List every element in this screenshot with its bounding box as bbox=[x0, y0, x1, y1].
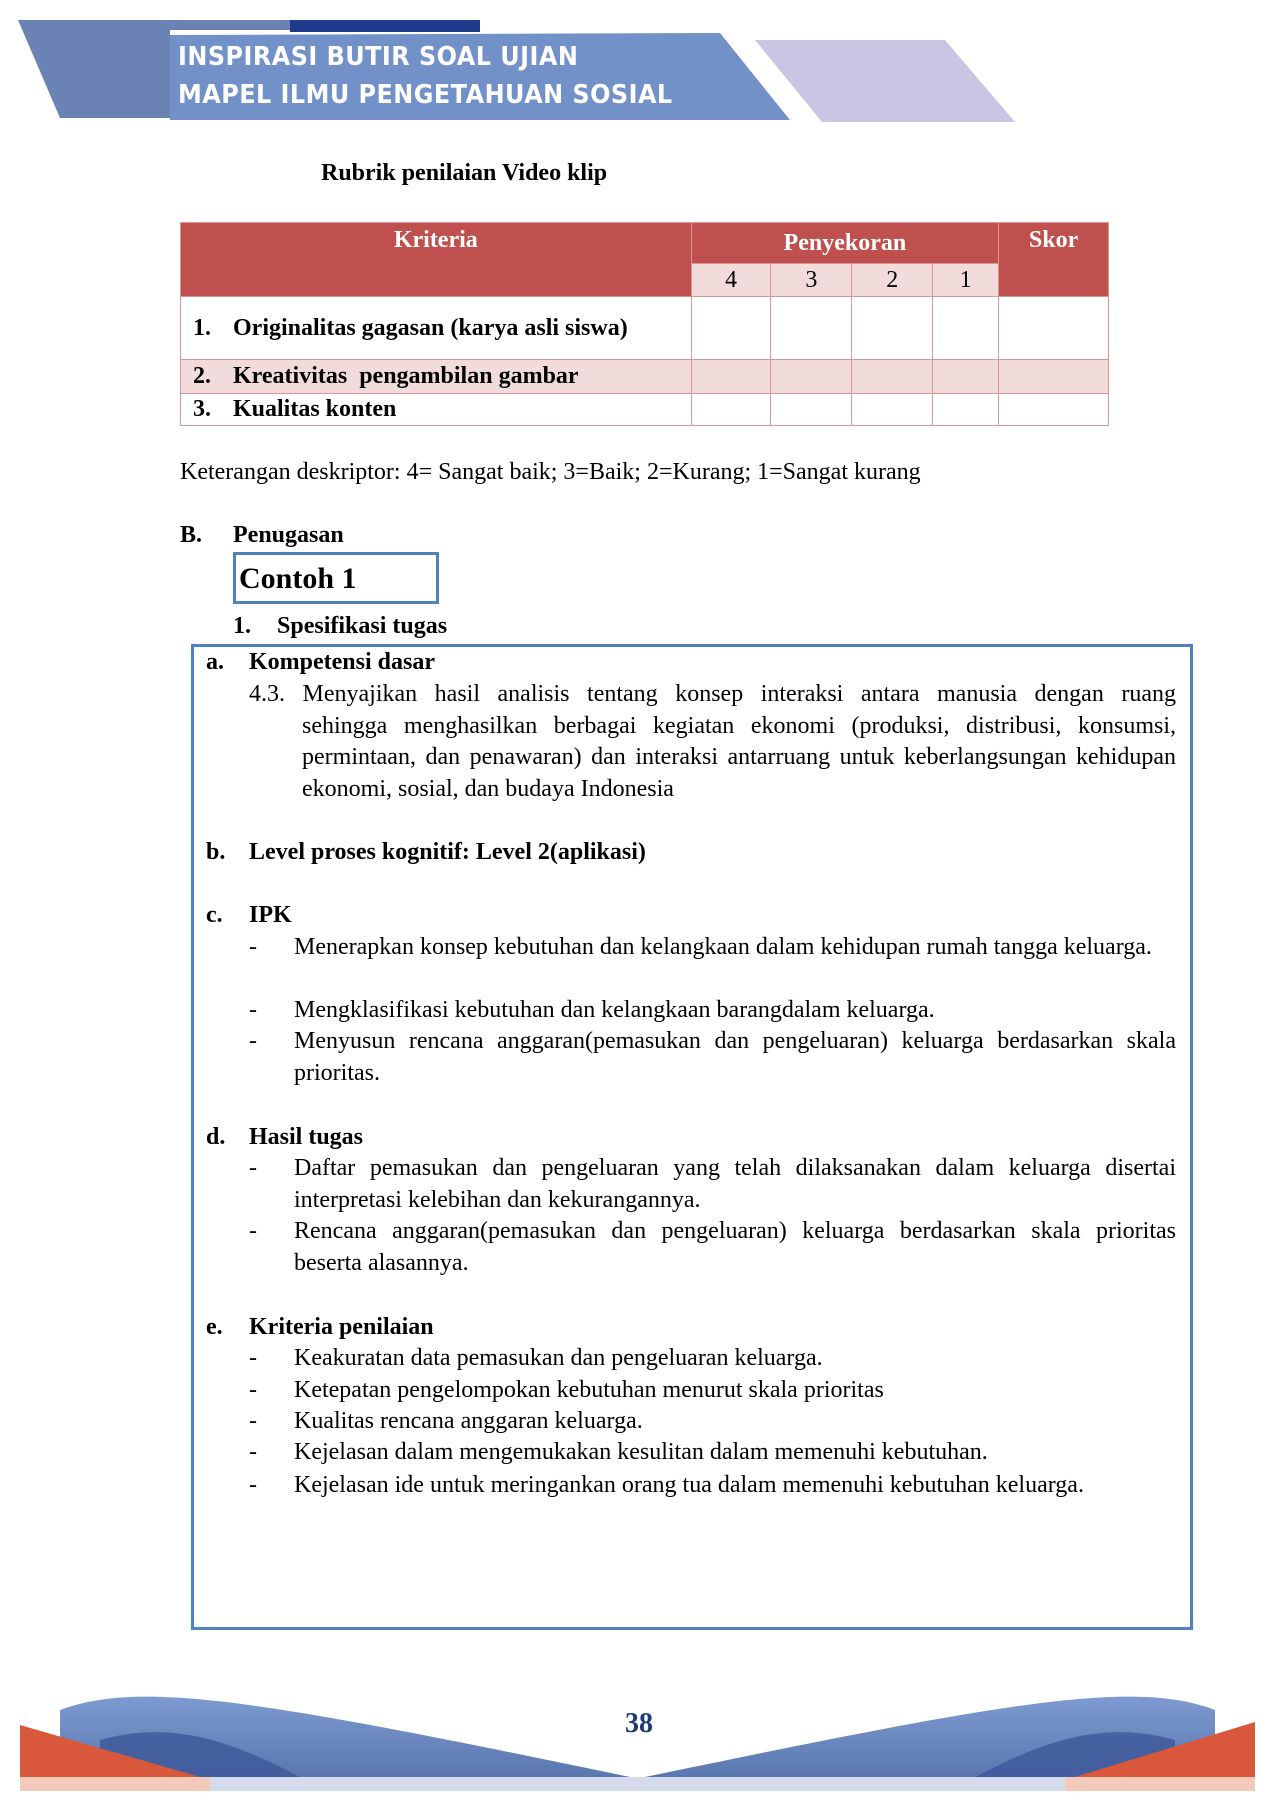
row-number: 1. bbox=[193, 315, 211, 341]
dash-bullet: - bbox=[249, 1218, 257, 1244]
kd-first-line: 4.3. Menyajikan hasil analisis tentang konsep interaksi antara manusia dengan ruang bbox=[249, 681, 1176, 707]
list-item bbox=[249, 1375, 1176, 1407]
section-title: Penugasan bbox=[233, 522, 344, 548]
kd-continuation: sehingga menghasilkan berbagai kegiatan ekonomi (produksi, distribusi, konsumsi, permintaan, dan penawaran) dan interaksi antarruang untuk keberlangsungan kehidupan ekonomi, sosial, dan budaya Indonesia bbox=[302, 712, 1176, 802]
dash-bullet: - bbox=[249, 997, 257, 1023]
list-item bbox=[249, 932, 1176, 964]
header-title-line1: INSPIRASI BUTIR SOAL UJIAN bbox=[178, 42, 579, 72]
kriteria-penilaian-title: Kriteria penilaian bbox=[249, 1314, 434, 1340]
row-number: 3. bbox=[193, 396, 211, 422]
list-item bbox=[249, 995, 1176, 1027]
item-letter-a: a. bbox=[206, 649, 224, 675]
list-item bbox=[249, 1216, 1176, 1279]
list-item bbox=[249, 1153, 1176, 1216]
score-4: 4 bbox=[691, 264, 771, 297]
table-row bbox=[181, 360, 1109, 394]
list-item bbox=[249, 1470, 1176, 1502]
kompetensi-dasar-text bbox=[249, 679, 1176, 805]
list-item bbox=[249, 1406, 1176, 1438]
item-letter-d: d. bbox=[206, 1124, 226, 1150]
dash-bullet: - bbox=[249, 1472, 257, 1498]
table-row bbox=[181, 297, 1109, 360]
dash-bullet: - bbox=[249, 1408, 257, 1434]
hasil-tugas-title: Hasil tugas bbox=[249, 1124, 364, 1150]
list-item bbox=[249, 1343, 1176, 1375]
list-item bbox=[249, 1437, 1176, 1469]
score-3: 3 bbox=[771, 264, 852, 297]
list-item-text: Ketepatan pengelompokan kebutuhan menurut skala prioritas bbox=[294, 1377, 884, 1403]
list-item-text: Kualitas rencana anggaran keluarga. bbox=[294, 1408, 643, 1434]
row-label: Kualitas konten bbox=[233, 396, 397, 422]
list-item-text: Kejelasan ide untuk meringankan orang tua dalam memenuhi kebutuhan keluarga. bbox=[294, 1472, 1084, 1498]
row-number: 2. bbox=[193, 363, 211, 389]
list-item-text: Keakuratan data pemasukan dan pengeluaran keluarga. bbox=[294, 1345, 823, 1371]
example-label: Contoh 1 bbox=[233, 552, 439, 604]
dash-bullet: - bbox=[249, 1345, 257, 1371]
row-label: Kreativitas pengambilan gambar bbox=[233, 363, 579, 389]
dash-bullet: - bbox=[249, 1439, 257, 1465]
item-letter-e: e. bbox=[206, 1314, 223, 1340]
header-skor: Skor bbox=[999, 223, 1109, 297]
list-item-text: Menerapkan konsep kebutuhan dan kelangkaan dalam kehidupan rumah tangga keluarga. bbox=[294, 934, 1152, 960]
dash-bullet: - bbox=[249, 1028, 257, 1054]
kompetensi-dasar-title: Kompetensi dasar bbox=[249, 649, 435, 675]
footer-decoration bbox=[0, 1680, 1275, 1800]
list-item-text: Daftar pemasukan dan pengeluaran yang telah dilaksanakan dalam keluarga disertai interpretasi kelebihan dan kekurangannya. bbox=[294, 1155, 1176, 1213]
header-kriteria: Kriteria bbox=[181, 223, 692, 297]
ipk-title: IPK bbox=[249, 902, 292, 928]
item-letter-c: c. bbox=[206, 902, 223, 928]
list-item-text: Menyusun rencana anggaran(pemasukan dan pengeluaran) keluarga berdasarkan skala prioritas. bbox=[294, 1028, 1176, 1086]
rubric-table bbox=[180, 222, 1109, 426]
table-row bbox=[181, 394, 1109, 426]
list-item-text: Rencana anggaran(pemasukan dan pengeluaran) keluarga berdasarkan skala prioritas beserta alasannya. bbox=[294, 1218, 1176, 1276]
descriptor-note: Keterangan deskriptor: 4= Sangat baik; 3=Baik; 2=Kurang; 1=Sangat kurang bbox=[180, 459, 921, 485]
section-letter: B. bbox=[180, 522, 203, 548]
dash-bullet: - bbox=[249, 934, 257, 960]
list-item-text: Kejelasan dalam mengemukakan kesulitan dalam memenuhi kebutuhan. bbox=[294, 1439, 988, 1465]
header-penyekoran: Penyekoran bbox=[691, 223, 999, 264]
list-item-text: Mengklasifikasi kebutuhan dan kelangkaan barangdalam keluarga. bbox=[294, 997, 935, 1023]
dash-bullet: - bbox=[249, 1155, 257, 1181]
level-kognitif-title: Level proses kognitif: Level 2(aplikasi) bbox=[249, 839, 646, 865]
item-letter-b: b. bbox=[206, 839, 226, 865]
score-1: 1 bbox=[933, 264, 999, 297]
spec-title: Spesifikasi tugas bbox=[277, 613, 448, 639]
dash-bullet: - bbox=[249, 1377, 257, 1403]
list-item bbox=[249, 1026, 1176, 1089]
score-2: 2 bbox=[852, 264, 933, 297]
row-label: Originalitas gagasan (karya asli siswa) bbox=[233, 315, 628, 341]
header-title-line2: MAPEL ILMU PENGETAHUAN SOSIAL bbox=[178, 80, 673, 110]
page-number: 38 bbox=[625, 1708, 653, 1739]
rubric-title: Rubrik penilaian Video klip bbox=[321, 160, 608, 186]
spec-number: 1. bbox=[233, 613, 251, 639]
